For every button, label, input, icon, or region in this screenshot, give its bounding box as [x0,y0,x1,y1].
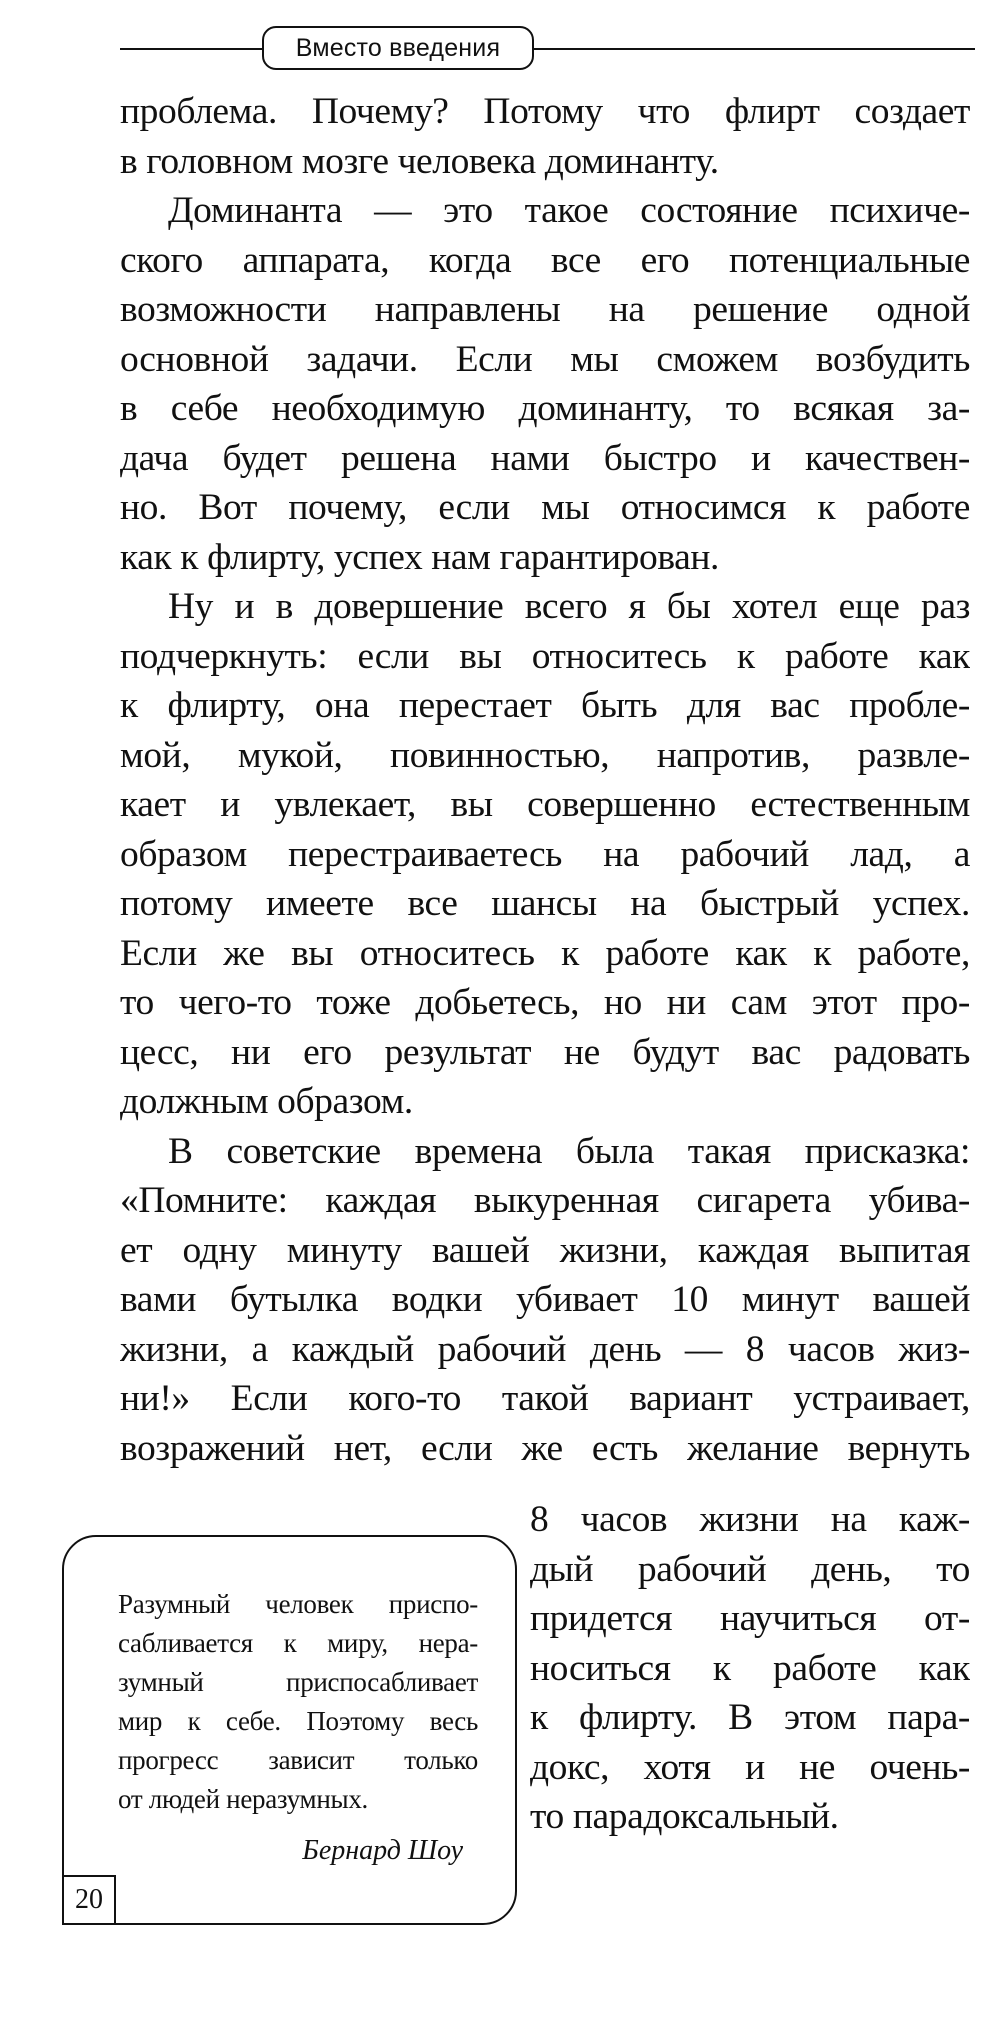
text-line: в себе необходимую доминанту, то всякая за- [120,388,970,429]
text-line: Ну и в довершение всего я бы хотел еще раз [168,586,970,627]
quote-line: сабливается к миру, нера- [118,1628,478,1658]
text-line: ет одну минуту вашей жизни, каждая выпитая [120,1229,970,1271]
text-line: 8 часов жизни на каж- [530,1499,970,1540]
text-line: Доминанта — это такое состояние психиче- [168,190,970,231]
text-line: должным образом. [120,1081,413,1122]
running-header [120,22,975,78]
main-text [120,87,970,1473]
text-line: ского аппарата, когда все его потенциальные [120,239,970,281]
text-line: докс, хотя и не очень- [530,1746,970,1788]
text-line: проблема. Почему? Потому что флирт создает [120,91,970,132]
quote-box [62,1535,517,1925]
text-line: кает и увлекает, вы совершенно естественным [120,784,970,825]
quote-line: зумный приспосабливает [118,1667,478,1697]
text-line: носиться к работе как [530,1647,970,1689]
header-rule-left [120,48,266,50]
text-line: вами бутылка водки убивает 10 минут вашей [120,1279,970,1320]
right-column-text [530,1495,970,1842]
text-line: дача будет решена нами быстро и качествен- [120,437,970,479]
text-line: потому имеете все шансы на быстрый успех. [120,883,970,924]
text-line: основной задачи. Если мы сможем возбудить [120,338,970,380]
text-line: мой, мукой, повинностью, напротив, развле- [120,734,970,776]
header-rule-right [530,48,975,50]
text-line: «Помните: каждая выкуренная сигарета убива- [120,1180,970,1221]
quote-line: от людей неразумных. [118,1784,368,1814]
text-line: жизни, а каждый рабочий день — 8 часов жиз- [120,1328,970,1370]
text-line: подчеркнуть: если вы относитесь к работе как [120,635,970,677]
text-line: образом перестраиваетесь на рабочий лад, а [120,833,970,875]
text-line: к флирту, она перестает быть для вас пробле- [120,685,970,726]
text-line: ни!» Если кого-то такой вариант устраивает, [120,1378,970,1419]
page-number: 20 [62,1875,116,1925]
quote-line: прогресс зависит только [118,1745,478,1775]
quote-author: Бернард Шоу [302,1835,463,1866]
text-line: Если же вы относитесь к работе как к работе, [120,932,970,974]
text-line: придется научиться от- [530,1598,970,1639]
text-line: то парадоксальный. [530,1796,839,1837]
text-line: то чего-то тоже добьетесь, но ни сам этот про- [120,982,970,1023]
text-line: В советские времена была такая присказка: [168,1130,970,1172]
text-line: к флирту. В этом пара- [530,1697,970,1738]
quote-line: Разумный человек приспо- [118,1589,478,1619]
quote-line: мир к себе. Поэтому весь [118,1706,478,1736]
text-line: цесс, ни его результат не будут вас радовать [120,1031,970,1073]
text-line: дый рабочий день, то [530,1548,970,1590]
section-title: Вместо введения [262,26,534,70]
text-line: как к флирту, успех нам гарантирован. [120,536,720,578]
text-line: но. Вот почему, если мы относимся к работе [120,487,970,528]
quote-text [118,1585,478,1819]
text-line: возможности направлены на решение одной [120,289,970,330]
text-line: в головном мозге человека доминанту. [120,140,719,182]
text-line: возражений нет, если же есть желание вернуть [120,1427,970,1469]
